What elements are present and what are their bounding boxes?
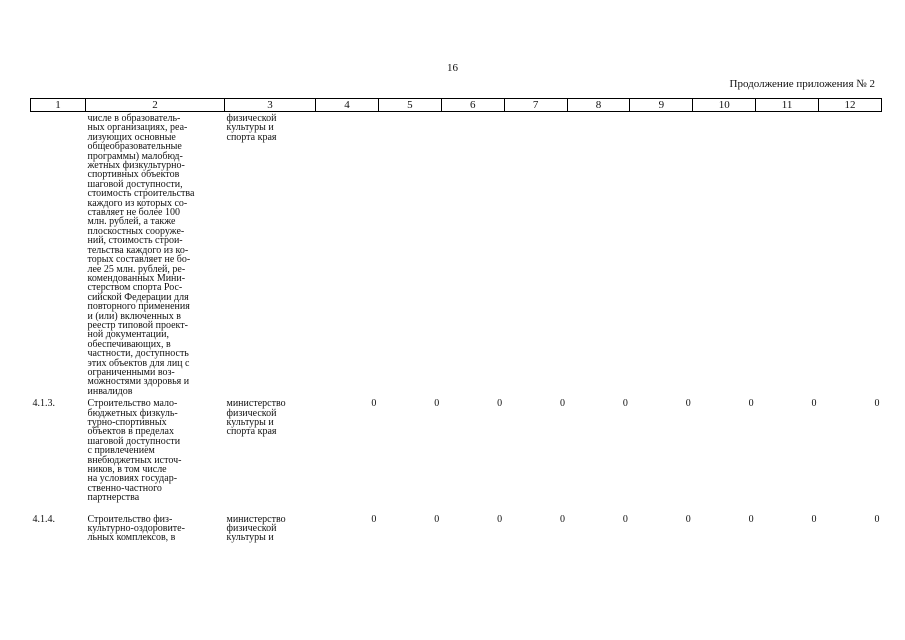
value-col-9: 0: [685, 398, 691, 410]
value-col-9: [630, 112, 693, 397]
column-header-1: 1: [31, 99, 86, 112]
value-col-8: [567, 112, 630, 397]
responsible-executor: физической культуры и спорта края: [226, 113, 277, 143]
column-header-7: 7: [504, 99, 567, 112]
table-row: [31, 396, 882, 502]
value-col-4: 0: [371, 398, 377, 410]
value-col-7: [504, 112, 567, 397]
column-header-2: 2: [86, 99, 225, 112]
value-col-10: 0: [748, 513, 754, 525]
column-header-9: 9: [630, 99, 693, 112]
value-col-10: [693, 112, 756, 397]
item-code: [31, 112, 86, 397]
item-code: 4.1.4.: [32, 513, 55, 525]
value-col-10: 0: [748, 398, 754, 410]
value-col-4: 0: [371, 513, 377, 525]
value-col-12: 0: [874, 398, 880, 410]
column-header-6: 6: [441, 99, 504, 112]
value-col-7: 0: [560, 398, 565, 410]
value-col-6: [441, 112, 504, 397]
value-col-5: 0: [434, 398, 440, 410]
value-col-8: 0: [622, 398, 628, 410]
value-col-5: [378, 112, 441, 397]
table-body: [31, 112, 882, 543]
column-header-11: 11: [756, 99, 819, 112]
value-col-4: [316, 112, 379, 397]
value-col-5: 0: [434, 513, 440, 525]
item-description: числе в образователь- ных организациях, реа- лизующих основные общеобразовательные программы) малобюд- жетных физкультурно- спортивных объектов шаговой доступности, стоимость строительства каждого из которых со- ставляет не более 100 млн. рублей, а также плоскостных сооруже- ний, стоимость строи- тельства каждого из ко- торых составляет не бо- лее 25 млн. рублей, ре- комендованных Мини- стерством спорта Рос- сийской Федерации для повторного применения и (или) включенных в реестр типовой проект- ной документации, обеспечивающих, в частности, доступность этих объектов для лиц с ограниченными воз- можностями здоровья и инвалидов: [87, 113, 195, 397]
column-header-5: 5: [378, 99, 441, 112]
column-header-10: 10: [693, 99, 756, 112]
page-number: 16: [447, 62, 458, 74]
table-row: [31, 503, 882, 543]
column-header-4: 4: [316, 99, 379, 112]
column-header-12: 12: [819, 99, 882, 112]
value-col-11: 0: [811, 513, 817, 525]
appendix-continuation-note: Продолжение приложения № 2: [729, 78, 875, 90]
value-col-9: 0: [685, 513, 691, 525]
column-header-8: 8: [567, 99, 630, 112]
value-col-8: 0: [622, 513, 628, 525]
item-description: Строительство мало- бюджетных физкуль- турно-спортивных объектов в пределах шаговой доступности с привлечением внебюджетных источ- ников, в том числе на условиях государ- ственно-частного партнерства: [87, 398, 182, 504]
program-table: [30, 98, 882, 543]
value-col-11: 0: [811, 398, 817, 410]
responsible-executor: министерство физической культуры и: [226, 513, 286, 544]
value-col-7: 0: [560, 513, 565, 525]
responsible-executor: министерство физической культуры и спорта края: [226, 398, 286, 438]
value-col-12: 0: [874, 513, 880, 525]
column-header-3: 3: [225, 99, 316, 112]
value-col-11: [756, 112, 819, 397]
table-row: [31, 112, 882, 397]
column-number-header-row: [31, 99, 882, 112]
item-description: Строительство физ- культурно-оздоровите- льных комплексов, в: [87, 513, 185, 544]
value-col-12: [819, 112, 882, 397]
value-col-6: 0: [497, 513, 503, 525]
item-code: 4.1.3.: [32, 398, 55, 410]
value-col-6: 0: [497, 398, 503, 410]
